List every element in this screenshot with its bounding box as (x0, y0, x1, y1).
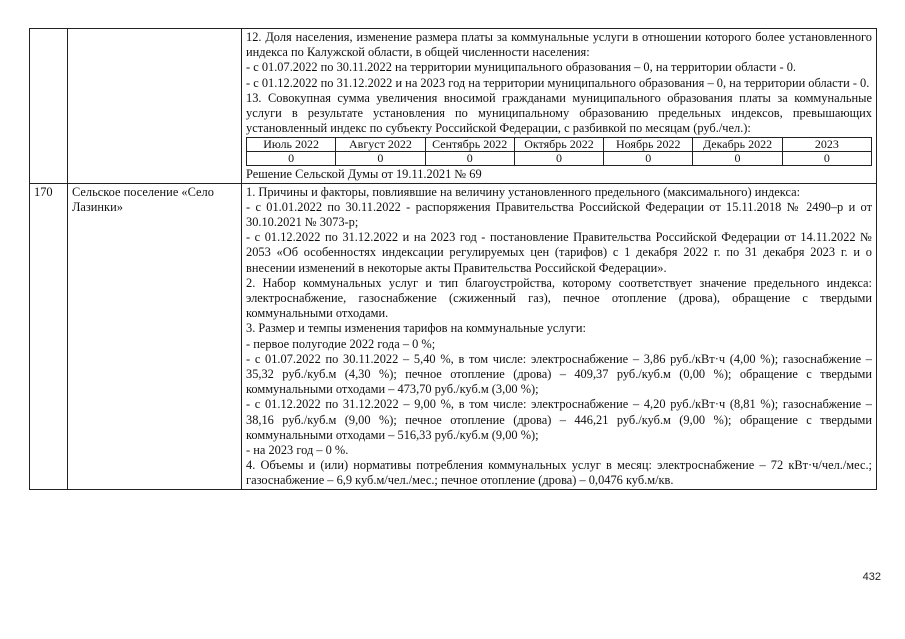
month-value: 0 (514, 152, 603, 166)
month-header: Декабрь 2022 (693, 138, 782, 152)
month-value: 0 (247, 152, 336, 166)
paragraph: 12. Доля населения, изменение размера платы за коммунальные услуги в отношении которого более установленного индекса по Калужской области, в общей численности населения: (246, 30, 872, 60)
municipality-name-cell (68, 29, 242, 184)
table-row (30, 183, 877, 489)
municipality-name-cell: Сельское поселение «Село Лазинки» (68, 183, 242, 489)
paragraph: - на 2023 год – 0 %. (246, 443, 349, 458)
month-value: 0 (604, 152, 693, 166)
paragraph: - с 01.12.2022 по 31.12.2022 и на 2023 год - постановление Правительства Российской Федерации от 14.11.2022 № 2053 «Об особенностях индексации регулируемых цен (тарифов) с 1 декабря 2022 г. по 31 декабря 2023 г. и о внесении изменений в некоторые акты Правительства Российской Федерации». (246, 230, 872, 275)
document-table (29, 28, 877, 490)
info-cell (242, 183, 877, 489)
month-value: 0 (693, 152, 782, 166)
paragraph: 2. Набор коммунальных услуг и тип благоустройства, которому соответствует значение предельного индекса: электроснабжение, газоснабжение (сжиженный газ), печное отопление (дрова), обращение с твердыми коммунальными отходами. (246, 275, 872, 321)
month-value: 0 (782, 152, 871, 166)
month-header: Август 2022 (336, 138, 425, 152)
month-header: 2023 (782, 138, 871, 152)
month-value-row (247, 152, 872, 166)
paragraph: 1. Причины и факторы, повлиявшие на величину установленного предельного (максимального) индекса: (246, 184, 801, 199)
paragraph: - с 01.01.2022 по 30.11.2022 - распоряжения Правительства Российской Федерации от 15.11.2018 № 2490–р и от 30.10.2021 № 3073-р; (246, 199, 872, 230)
paragraph: - с 01.07.2022 по 30.11.2022 – 5,40 %, в том числе: электроснабжение – 3,86 руб./кВт·ч (4,00 %); газоснабжение – 35,32 руб./куб.м (4,30 %); печное отопление (дрова) – 409,37 руб./куб.м (0,00 %); обращение с твердыми коммунальными отходами – 473,70 руб./куб.м (3,00 %); (246, 351, 872, 397)
month-value: 0 (425, 152, 514, 166)
table-row (30, 29, 877, 184)
month-header: Сентябрь 2022 (425, 138, 514, 152)
paragraph: - с 01.12.2022 по 31.12.2022 и на 2023 год на территории муниципального образования – 0, на территории области - 0. (246, 75, 870, 90)
month-header: Ноябрь 2022 (604, 138, 693, 152)
monthly-payment-table (246, 137, 872, 166)
row-number-cell: 170 (30, 183, 68, 489)
page-number: 432 (862, 571, 881, 583)
decision-reference: Решение Сельской Думы от 19.11.2021 № 69 (246, 167, 482, 182)
month-value: 0 (336, 152, 425, 166)
month-header-row (247, 138, 872, 152)
paragraph: - с 01.12.2022 по 31.12.2022 – 9,00 %, в том числе: электроснабжение – 4,20 руб./кВт·ч (8,81 %); газоснабжение – 38,16 руб./куб.м (9,00 %); печное отопление (дрова) – 446,21 руб./куб.м (9,00 %); обращение с твердыми коммунальными отходами – 516,33 руб./куб.м (9,00 %); (246, 397, 872, 442)
paragraph: 3. Размер и темпы изменения тарифов на коммунальные услуги: (246, 321, 586, 336)
paragraph: 13. Совокупная сумма увеличения вносимой гражданами муниципального образования платы за коммунальные услуги в результате установления по муниципальному образованию предельных индексов, превышающих установленный индекс по субъекту Российской Федерации, с разбивкой по месяцам (руб./чел.): (246, 90, 872, 136)
row-number-cell (30, 29, 68, 184)
paragraph: - с 01.07.2022 по 30.11.2022 на территории муниципального образования – 0, на территории области - 0. (246, 60, 797, 75)
info-cell (242, 29, 877, 184)
paragraph: - первое полугодие 2022 года – 0 %; (246, 336, 436, 351)
paragraph: 4. Объемы и (или) нормативы потребления коммунальных услуг в месяц: электроснабжение – 72 кВт·ч/чел./мес.; газоснабжение – 6,9 куб.м/чел./мес.; печное отопление (дрова) – 0,0476 куб.м/кв. (246, 458, 872, 488)
month-header: Июль 2022 (247, 138, 336, 152)
month-header: Октябрь 2022 (514, 138, 603, 152)
